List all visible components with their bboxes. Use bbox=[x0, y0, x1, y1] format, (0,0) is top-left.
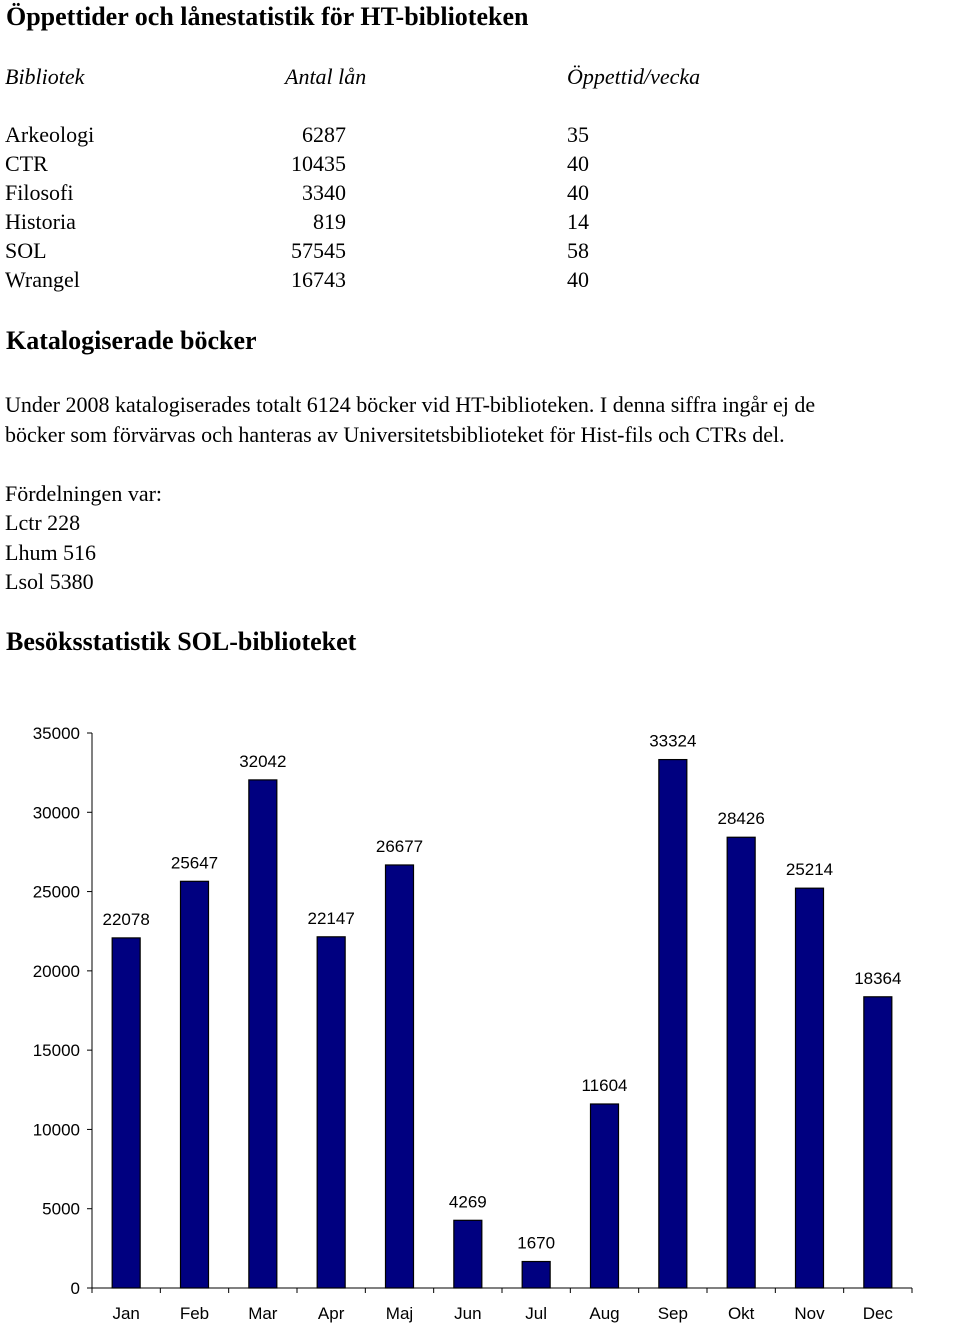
data-label: 25647 bbox=[170, 853, 219, 873]
y-tick-label: 15000 bbox=[32, 1041, 80, 1061]
bar-okt bbox=[727, 837, 755, 1288]
library-name: Filosofi bbox=[5, 180, 74, 205]
x-tick-label: Jan bbox=[112, 1304, 140, 1323]
data-label: 25214 bbox=[785, 860, 834, 880]
library-name: Wrangel bbox=[5, 267, 80, 292]
bar-apr bbox=[317, 937, 345, 1288]
catalog-paragraph-line-2: böcker som förvärvas och hanteras av Universitetsbiblioteket för Hist-fils och CTRs del. bbox=[5, 422, 785, 447]
x-tick-label: Sep bbox=[657, 1304, 688, 1323]
bar-jul bbox=[522, 1262, 550, 1288]
visits-heading: Besöksstatistik SOL-biblioteket bbox=[6, 627, 357, 656]
y-tick-label: 20000 bbox=[32, 961, 80, 981]
open-hours: 35 bbox=[567, 122, 589, 147]
y-tick-label: 10000 bbox=[32, 1120, 80, 1140]
loan-count: 6287 bbox=[302, 122, 346, 147]
loan-count: 819 bbox=[313, 209, 346, 234]
table-row bbox=[0, 236, 960, 265]
col-header-antal-lan: Antal lån bbox=[285, 64, 367, 89]
distribution-item: Lhum 516 bbox=[5, 540, 97, 565]
data-label: 22147 bbox=[307, 908, 355, 928]
x-tick-label: Nov bbox=[794, 1304, 825, 1323]
data-label: 1670 bbox=[517, 1233, 556, 1253]
table-row bbox=[0, 178, 960, 207]
library-name: Arkeologi bbox=[5, 122, 95, 147]
data-label: 28426 bbox=[717, 809, 765, 829]
library-name: SOL bbox=[5, 238, 47, 263]
open-hours: 14 bbox=[567, 209, 589, 234]
y-tick-label: 5000 bbox=[42, 1199, 80, 1219]
data-label: 18364 bbox=[854, 968, 902, 988]
table-row bbox=[0, 120, 960, 149]
bar-jan bbox=[112, 938, 140, 1288]
x-tick-label: Mar bbox=[248, 1304, 278, 1323]
data-label: 26677 bbox=[375, 836, 424, 856]
x-tick-label: Okt bbox=[727, 1304, 755, 1323]
col-header-bibliotek: Bibliotek bbox=[5, 64, 85, 89]
bar-mar bbox=[249, 780, 277, 1288]
bar-maj bbox=[386, 865, 414, 1288]
distribution-label: Fördelningen var: bbox=[5, 481, 163, 506]
distribution-item: Lctr 228 bbox=[5, 510, 81, 535]
bar-sep bbox=[659, 760, 687, 1288]
x-tick-label: Dec bbox=[862, 1304, 893, 1323]
distribution-item: Lsol 5380 bbox=[5, 569, 94, 594]
bar-aug bbox=[591, 1104, 619, 1288]
data-label: 32042 bbox=[239, 751, 287, 771]
data-label: 33324 bbox=[649, 731, 697, 751]
x-tick-label: Apr bbox=[317, 1304, 345, 1323]
open-hours: 40 bbox=[567, 267, 589, 292]
loan-count: 10435 bbox=[291, 151, 346, 176]
data-label: 22078 bbox=[102, 909, 150, 929]
x-tick-label: Jun bbox=[454, 1304, 482, 1323]
loan-count: 3340 bbox=[302, 180, 346, 205]
bar-jun bbox=[454, 1220, 482, 1288]
catalog-paragraph-line-1: Under 2008 katalogiserades totalt 6124 böcker vid HT-biblioteken. I denna siffra ingår ej de bbox=[5, 392, 816, 417]
data-label: 11604 bbox=[581, 1075, 628, 1095]
col-header-oppettid: Öppettid/vecka bbox=[567, 64, 701, 89]
y-tick-label: 25000 bbox=[32, 882, 80, 902]
page-title: Öppettider och lånestatistik för HT-biblioteken bbox=[6, 2, 529, 31]
bar-dec bbox=[864, 997, 892, 1288]
y-tick-label: 35000 bbox=[32, 724, 80, 743]
library-name: CTR bbox=[5, 151, 48, 176]
loan-count: 16743 bbox=[291, 267, 346, 292]
open-hours: 40 bbox=[567, 180, 589, 205]
table-row bbox=[0, 149, 960, 178]
loan-count: 57545 bbox=[291, 238, 346, 263]
visits-bar-chart bbox=[0, 700, 960, 1324]
x-tick-label: Aug bbox=[589, 1304, 620, 1323]
x-tick-label: Feb bbox=[179, 1304, 210, 1323]
table-row bbox=[0, 265, 960, 294]
open-hours: 40 bbox=[567, 151, 589, 176]
x-tick-label: Maj bbox=[385, 1304, 414, 1323]
library-name: Historia bbox=[5, 209, 76, 234]
table-row bbox=[0, 207, 960, 236]
open-hours: 58 bbox=[567, 238, 589, 263]
bar-feb bbox=[181, 881, 209, 1288]
catalog-heading: Katalogiserade böcker bbox=[6, 326, 257, 355]
y-tick-label: 0 bbox=[70, 1279, 80, 1298]
bar-nov bbox=[796, 888, 824, 1288]
y-tick-label: 30000 bbox=[32, 803, 80, 823]
data-label: 4269 bbox=[448, 1192, 487, 1212]
x-tick-label: Jul bbox=[525, 1304, 548, 1323]
